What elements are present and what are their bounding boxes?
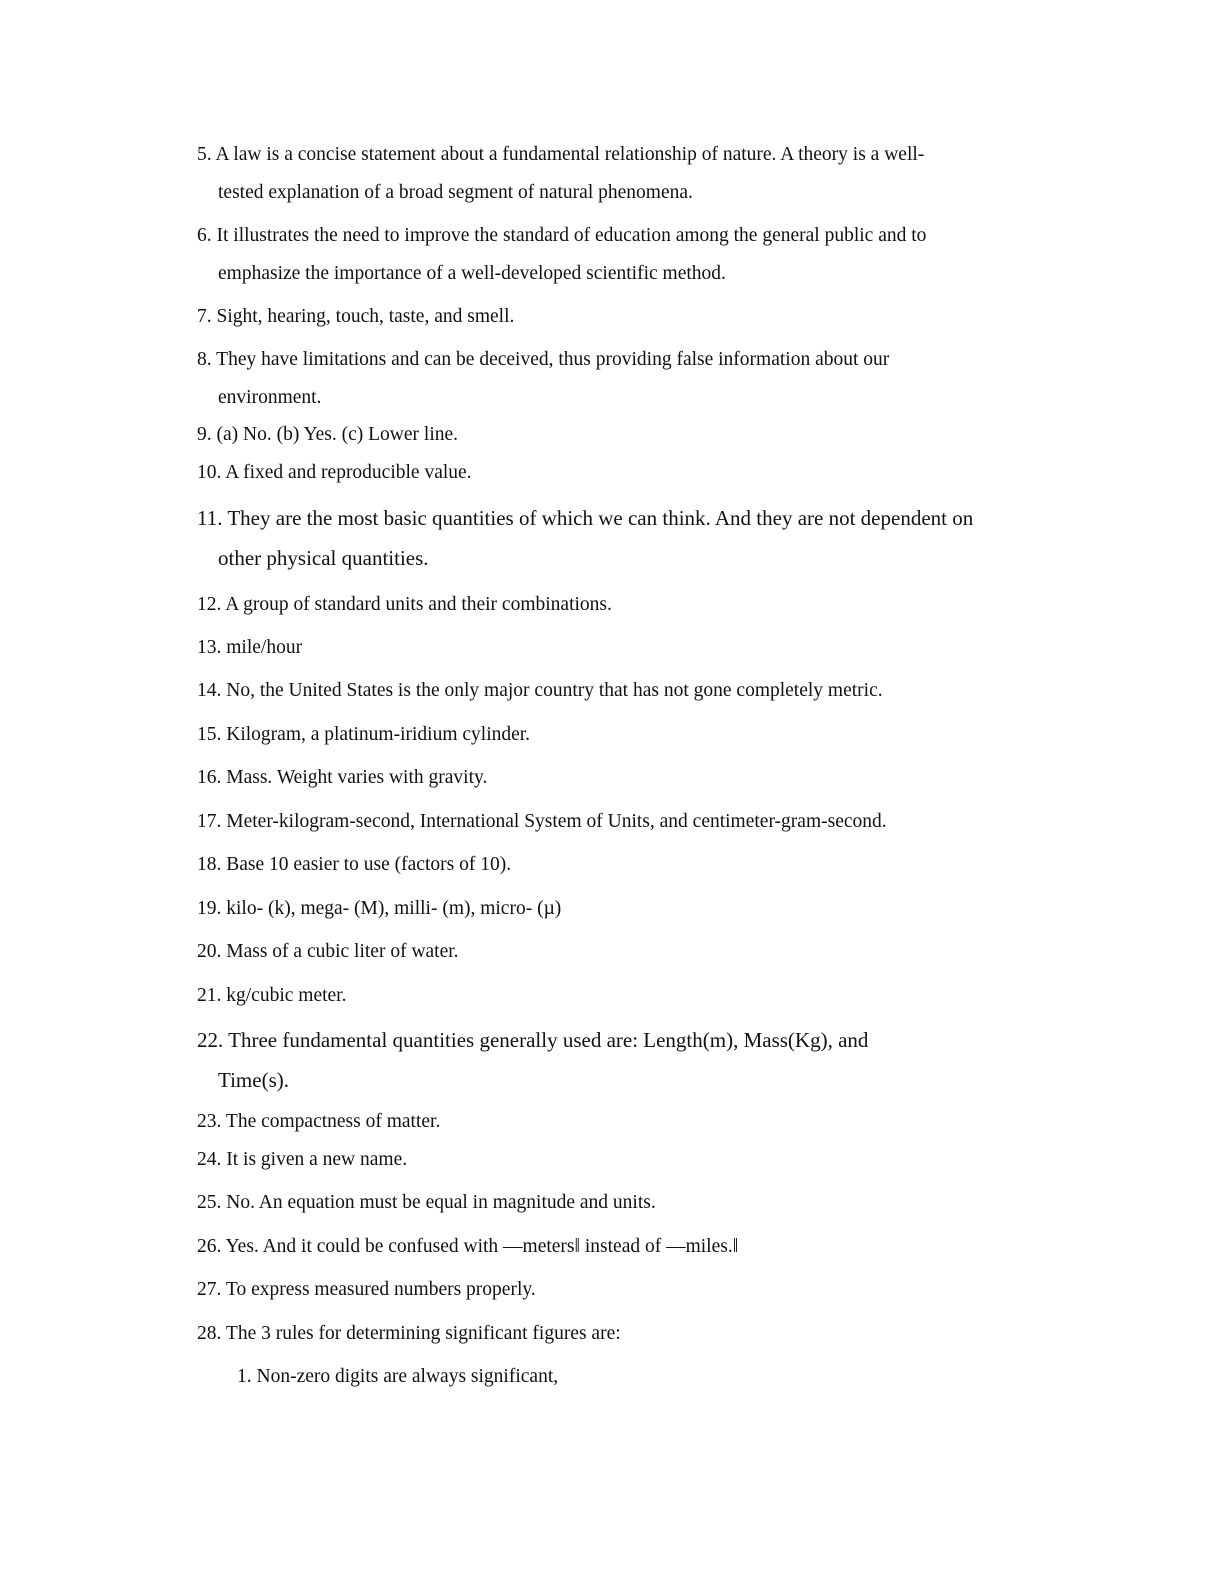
answer-14: 14. No, the United States is the only major country that has not gone completely metric.: [197, 680, 883, 701]
answer-8: [197, 341, 1037, 417]
answer-12: 12. A group of standard units and their combinations.: [197, 594, 612, 615]
answer-8-line2: environment.: [218, 387, 322, 408]
answer-25: 25. No. An equation must be equal in magnitude and units.: [197, 1192, 656, 1213]
answer-11: [197, 498, 1037, 578]
answer-26: 26. Yes. And it could be confused with —meters‖ instead of —miles.‖: [197, 1236, 739, 1257]
answer-23: 23. The compactness of matter.: [197, 1111, 441, 1132]
answer-28: 28. The 3 rules for determining significant figures are:: [197, 1323, 621, 1344]
answer-5-line2: tested explanation of a broad segment of natural phenomena.: [218, 182, 693, 203]
answer-11-line2: other physical quantities.: [218, 546, 429, 570]
answer-5: [197, 136, 1037, 212]
answer-13: 13. mile/hour: [197, 637, 303, 658]
answer-6-line2: emphasize the importance of a well-developed scientific method.: [218, 263, 726, 284]
answer-6-line1: 6. It illustrates the need to improve the standard of education among the general public and to: [197, 225, 927, 246]
answer-20: 20. Mass of a cubic liter of water.: [197, 941, 459, 962]
answer-19: 19. kilo- (k), mega- (M), milli- (m), micro- (µ): [197, 898, 562, 919]
answer-9: 9. (a) No. (b) Yes. (c) Lower line.: [197, 424, 459, 445]
answer-17: 17. Meter-kilogram-second, International System of Units, and centimeter-gram-second.: [197, 811, 887, 832]
answer-11-line1: 11. They are the most basic quantities of which we can think. And they are not dependent on: [197, 506, 974, 530]
answer-8-line1: 8. They have limitations and can be deceived, thus providing false information about our: [197, 349, 890, 370]
answer-22-line2: Time(s).: [218, 1068, 289, 1092]
answer-27: 27. To express measured numbers properly.: [197, 1279, 536, 1300]
answer-16: 16. Mass. Weight varies with gravity.: [197, 767, 488, 788]
answer-18: 18. Base 10 easier to use (factors of 10).: [197, 854, 512, 875]
answer-24: 24. It is given a new name.: [197, 1149, 408, 1170]
answer-5-line1: 5. A law is a concise statement about a fundamental relationship of nature. A theory is a well-: [197, 144, 925, 165]
answer-21: 21. kg/cubic meter.: [197, 985, 347, 1006]
answer-28-sub-1: 1. Non-zero digits are always significant,: [237, 1366, 559, 1387]
answer-10: 10. A fixed and reproducible value.: [197, 462, 472, 483]
answer-7: 7. Sight, hearing, touch, taste, and smell.: [197, 306, 515, 327]
answer-22: [197, 1020, 1037, 1100]
answer-22-line1: 22. Three fundamental quantities generally used are: Length(m), Mass(Kg), and: [197, 1028, 869, 1052]
answer-15: 15. Kilogram, a platinum-iridium cylinder.: [197, 724, 531, 745]
answer-6: [197, 217, 1037, 293]
